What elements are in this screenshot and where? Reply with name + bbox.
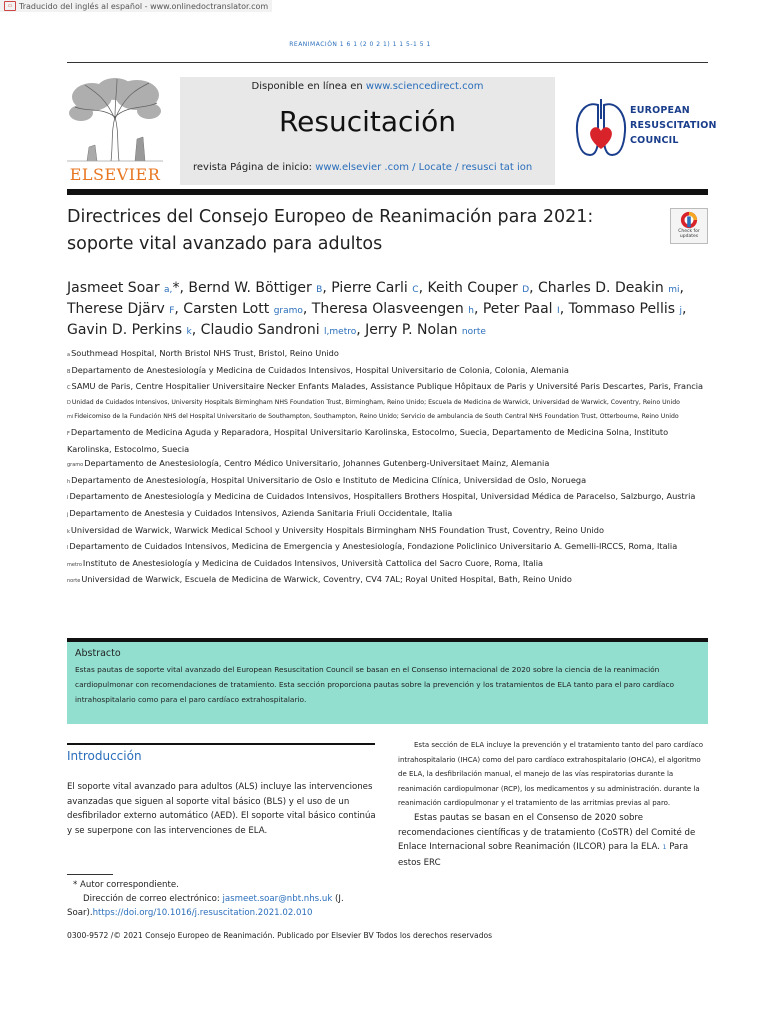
author-separator: , [559, 301, 569, 317]
elsevier-tree-icon [67, 77, 163, 163]
author-name[interactable]: Charles D. Deakin [538, 280, 669, 296]
corresponding-author-note: * Autor correspondiente. [73, 880, 179, 890]
homepage-line: revista Página de inicio: www.elsevier .com / Locate / resusci tat ion [193, 162, 533, 173]
affiliation-text: Departamento de Anestesiología, Hospital Universitario de Oslo e Instituto de Medicina Clínica, Universidad de Oslo, Noruega [71, 474, 587, 485]
journal-title-box [180, 77, 555, 185]
intro-rule [67, 743, 375, 745]
author-name[interactable]: Claudio Sandroni [200, 322, 325, 338]
author-affiliation-marker[interactable]: F [169, 306, 175, 316]
email-line: Dirección de correo electrónico: jasmeet.soar@nbt.nhs.uk (J. [83, 894, 344, 904]
erc-logo[interactable] [572, 97, 717, 167]
author-separator: , [473, 301, 483, 317]
affiliation-marker: metro [67, 561, 82, 568]
crossmark-icon [680, 211, 698, 229]
author-separator: , [529, 280, 539, 296]
author-list [67, 279, 712, 342]
author-separator: , [191, 322, 201, 338]
affiliation-item [67, 410, 712, 425]
abstract-box [67, 642, 708, 724]
affiliation-marker: a [67, 352, 71, 358]
copyright-line: 0300-9572 /© 2021 Consejo Europeo de Reanimación. Publicado por Elsevier BV Todos los derechos reservados [67, 931, 493, 940]
affiliation-text: Southmead Hospital, North Bristol NHS Trust, Bristol, Reino Unido [71, 348, 339, 358]
author-affiliation-marker[interactable]: gramo [273, 306, 303, 316]
affiliation-text: Departamento de Anestesiología, Centro Médico Universitario, Johannes Gutenberg-Universitaet Mainz, Alemania [84, 458, 550, 469]
author-affiliation-marker[interactable]: mi [668, 285, 680, 295]
right-paragraph-2: Estas pautas se basan en el Consenso de 2020 sobre recomendaciones científicas y de tratamiento (CoSTR) del Comité de Enlace Internacional sobre Reanimación (ILCOR) para la ELA. 1 Para estos ERC [398, 812, 696, 868]
article-title: Directrices del Consejo Europeo de Reanimación para 2021: soporte vital avanzado para adultos [67, 207, 594, 254]
translate-icon: ▭ [4, 1, 16, 11]
erc-wordmark: EUROPEAN RESUSCITATION COUNCIL [630, 105, 717, 146]
affiliation-marker: mi [67, 414, 74, 421]
affiliation-text: Departamento de Anestesiología y Medicina de Cuidados Intensivos, Hospital Universitario de Colonia, Colonia, Alemania [71, 364, 569, 375]
right-column [398, 738, 708, 870]
affiliation-marker: j [67, 511, 69, 518]
author-name[interactable]: Jasmeet Soar [67, 280, 165, 296]
author-name[interactable]: Pierre Carli [331, 280, 413, 296]
affiliation-item [67, 425, 712, 456]
affiliation-item [67, 489, 712, 506]
affiliation-item [67, 396, 712, 411]
sciencedirect-link[interactable]: www.sciencedirect.com [365, 81, 484, 92]
author-affiliation-marker[interactable]: h [468, 306, 474, 316]
doi-line: Soar).https://doi.org/10.1016/j.resuscitation.2021.02.010 [67, 908, 313, 918]
author-name[interactable]: Jerry P. Nolan [365, 322, 462, 338]
affiliation-text: Departamento de Anestesia y Cuidados Intensivos, Azienda Sanitaria Friuli Occidentale, Italia [69, 507, 453, 518]
affiliation-marker: gramo [67, 462, 84, 469]
affiliation-text: Departamento de Cuidados Intensivos, Medicina de Emergencia y Anestesiología, Fondazione Policlinico Universitario A. Gemelli-IRCCS, Roma, Italia [69, 541, 678, 552]
affiliation-marker: D [67, 399, 71, 406]
author-name[interactable]: Carsten Lott [183, 301, 274, 317]
affiliation-item [67, 523, 712, 540]
author-name[interactable]: Theresa Olasveengen [311, 301, 469, 317]
author-email-link[interactable]: jasmeet.soar@nbt.nhs.uk [222, 894, 333, 904]
affiliation-item [67, 456, 712, 473]
affiliation-text: Instituto de Anestesiología y Medicina de Cuidados Intensivos, Università Cattolica del Sacro Cuore, Roma, Italia [82, 557, 544, 568]
author-affiliation-marker[interactable]: B [316, 285, 323, 295]
check-for-updates-badge[interactable] [670, 208, 708, 244]
footnote [67, 878, 367, 920]
author-affiliation-marker[interactable]: C [412, 285, 419, 295]
check-for-updates-text: Check for updates [678, 229, 700, 239]
affiliation-marker: F [67, 430, 70, 437]
author-separator: *, [172, 280, 189, 296]
author-affiliation-marker[interactable]: norte [461, 327, 486, 337]
affiliation-text: Unidad de Cuidados Intensivos, University Hospitals Birmingham NHS Foundation Trust, Birmingham, Reino Unido; Escuela de Medicina de Warwick, Universidad de Warwick, Coventry, Reino Unido [71, 398, 680, 406]
top-rule [67, 62, 708, 63]
affiliation-text: SAMU de Paris, Centre Hospitalier Universitaire Necker Enfants Malades, Assistance Publique Hôpitaux de Paris y Université Paris Descartes, Paris, Francia [71, 381, 704, 392]
affiliation-list [67, 346, 712, 589]
abstract-heading: Abstracto [75, 648, 121, 659]
footnote-rule [67, 874, 113, 875]
affiliation-text: Departamento de Medicina Aguda y Reparadora, Hospital Universitario Karolinska, Estocolmo, Suecia, Departamento de Medicina Solna, Instituto Karolinska, Estocolmo, Suecia [67, 426, 669, 454]
translation-banner[interactable] [0, 0, 272, 12]
author-affiliation-marker[interactable]: j [679, 306, 682, 316]
author-name[interactable]: Bernd W. Böttiger [188, 280, 317, 296]
author-separator: , [356, 322, 366, 338]
intro-paragraph: El soporte vital avanzado para adultos (ALS) incluye las intervenciones avanzadas que siguen al soporte vital básico (BLS) y el uso de un desfibrilador externo automático (AED). El soporte vital básico continúa y se superpone con las intervenciones de ELA. [67, 782, 376, 836]
author-name[interactable]: Peter Paal [482, 301, 558, 317]
author-separator: , [679, 280, 684, 296]
affiliation-item [67, 346, 712, 363]
author-separator: , [174, 301, 184, 317]
abstract-text: Estas pautas de soporte vital avanzado del European Resuscitation Council se basan en el Consenso internacional de 2020 sobre la ciencia de la reanimación cardiopulmonar con recomendaciones de tratamiento. Esta sección proporciona pautas sobre la prevención y los tratamientos de ELA tanto para el paro cardíaco intrahospitalario como para el paro cardíaco extrahospitalario. [75, 665, 675, 704]
author-separator: , [681, 301, 687, 317]
author-name[interactable]: Tommaso Pellis [568, 301, 680, 317]
affiliation-marker: h [67, 478, 71, 485]
affiliation-item [67, 379, 712, 396]
affiliation-marker: norte [67, 578, 81, 585]
elsevier-logo[interactable] [67, 77, 163, 185]
affiliation-text: Departamento de Anestesiología y Medicina de Cuidados Intensivos, Hospitallers Brothers Hospital, Universidad Médica de Paracelso, Salzburgo, Austria [69, 491, 696, 502]
author-affiliation-marker[interactable]: a, [164, 285, 173, 295]
doi-link[interactable]: https://doi.org/10.1016/j.resuscitation.2021.02.010 [92, 908, 313, 918]
author-affiliation-marker[interactable]: k [186, 327, 192, 337]
affiliation-item [67, 363, 712, 380]
affiliation-text: Universidad de Warwick, Escuela de Medicina de Warwick, Coventry, CV4 7AL; Royal United Hospital, Bath, Reino Unido [81, 574, 572, 585]
journal-homepage-link[interactable]: www.elsevier .com / Locate / resusci tat ion [315, 162, 533, 173]
availability-line: Disponible en línea en www.sciencedirect.com [251, 81, 484, 92]
affiliation-item [67, 506, 712, 523]
affiliation-item [67, 572, 712, 589]
author-affiliation-marker[interactable]: l,metro [324, 327, 357, 337]
reference-link[interactable]: 1 [662, 844, 667, 852]
affiliation-marker: k [67, 528, 70, 535]
affiliation-marker: C [67, 385, 71, 392]
affiliation-text: Universidad de Warwick, Warwick Medical School y University Hospitals Birmingham NHS Foundation Trust, Coventry, Reino Unido [70, 524, 605, 535]
affiliation-item [67, 539, 712, 556]
section-heading-introduction: Introducción [67, 749, 142, 763]
affiliation-item [67, 556, 712, 573]
author-separator: , [418, 280, 428, 296]
author-name[interactable]: Keith Couper [427, 280, 523, 296]
elsevier-wordmark: ELSEVIER [69, 165, 161, 184]
author-affiliation-marker[interactable]: I [557, 306, 560, 316]
affiliation-item [67, 473, 712, 490]
header-rule [67, 189, 708, 195]
journal-reference: REANIMACIÓN 1 6 1 (2 0 2 1) 1 1 5-1 5 1 [289, 41, 431, 48]
right-paragraph-1: Esta sección de ELA incluye la prevención y el tratamiento tanto del paro cardíaco intrahospitalario (IHCA) como del paro cardíaco extrahospitalario (OHCA), el algoritmo de ELA, la desfibrilación manual, el manejo de las vías respiratorias durante la reanimación cardiopulmonar (RCP), los medicamentos y su administración. durante la reanimación cardiopulmonar y el tratamiento de las arritmias previas al paro. [398, 741, 704, 808]
affiliation-marker: l [67, 545, 69, 552]
author-name[interactable]: Therese Djärv [67, 301, 170, 317]
journal-title: Resucitación [278, 105, 457, 138]
translation-banner-text: Traducido del inglés al español - www.onlinedoctranslator.com [19, 1, 269, 11]
affiliation-marker: I [67, 495, 69, 502]
author-separator: , [322, 280, 332, 296]
author-separator: , [302, 301, 312, 317]
journal-header [67, 77, 717, 189]
author-affiliation-marker[interactable]: D [522, 285, 530, 295]
heart-lungs-icon [572, 99, 630, 165]
author-name[interactable]: Gavin D. Perkins [67, 322, 187, 338]
affiliation-marker: B [67, 368, 71, 375]
affiliation-text: Fideicomiso de la Fundación NHS del Hospital Universitario de Southampton, Southampton, Reino Unido; Servicio de ambulancia de South Central NHS Foundation Trust, Otterbourne, Reino Unido [74, 413, 679, 421]
